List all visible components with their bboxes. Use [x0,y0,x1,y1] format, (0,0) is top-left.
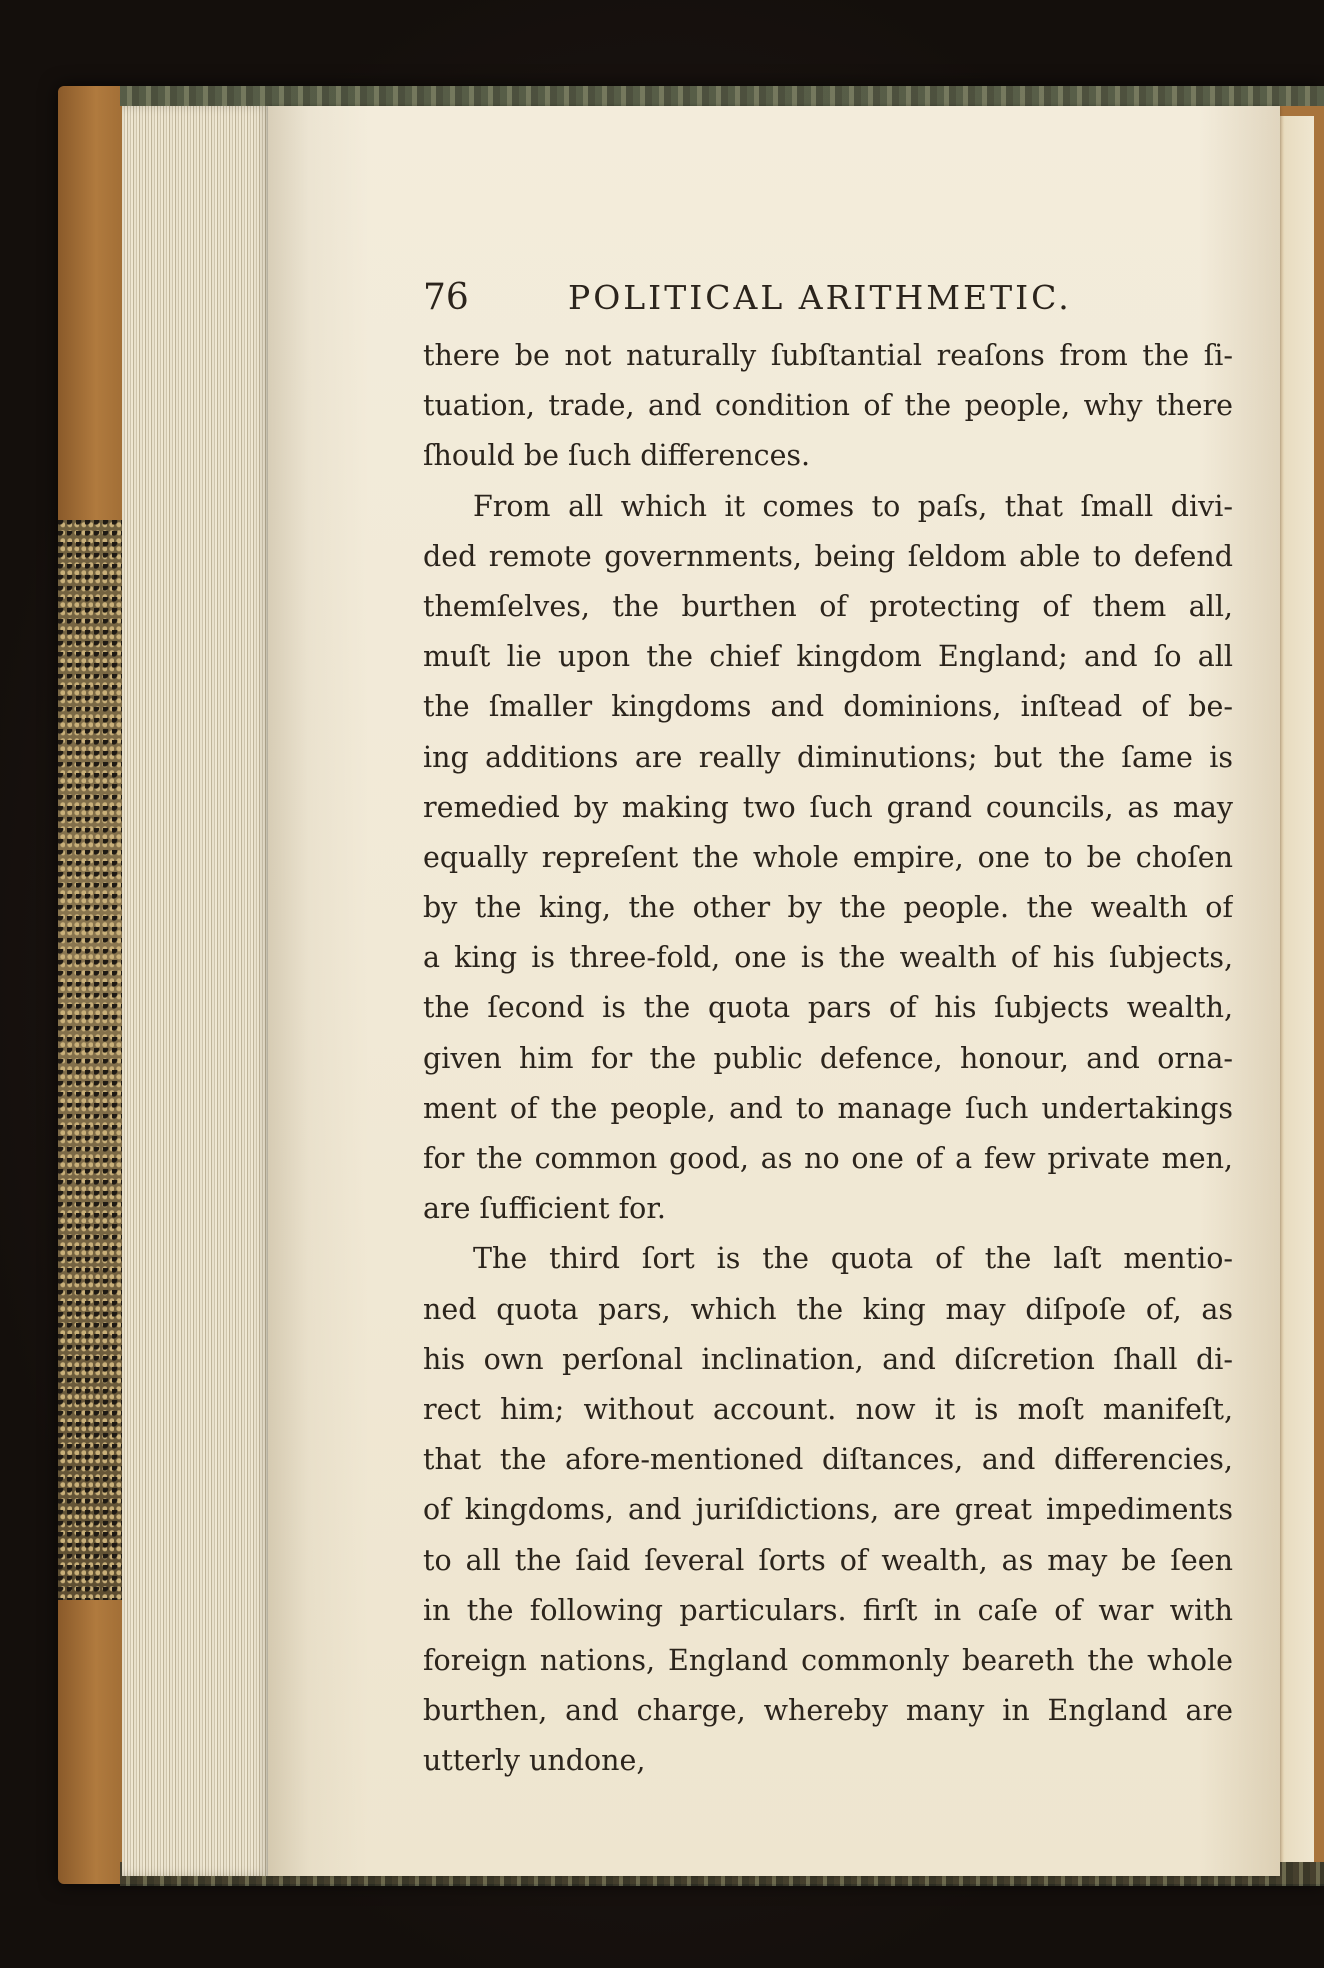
text-line: by the king, the other by the people. the wealth of [423,891,1233,925]
text-line: remedied by making two ſuch grand councils, as may [423,790,1233,824]
text-line: equally repreſent the whole empire, one to be choſen [423,840,1233,874]
running-head [423,276,1203,320]
text-line: ing additions are really diminutions; but the ſame is [423,740,1233,774]
cover-top-edge [120,86,1324,106]
text-line: ded remote governments, being ſeldom able to defend [423,539,1233,573]
text-line: themſelves, the burthen of protecting of them all, [423,589,1233,623]
text-line: the ſecond is the quota pars of his ſubjects wealth, [423,991,1233,1025]
text-line: to all the ſaid ſeveral ſorts of wealth, as may be ſeen [423,1543,1233,1577]
text-line: in the following particulars. firſt in caſe of war with [423,1593,1233,1627]
text-line: ment of the people, and to manage ſuch undertakings [423,1091,1233,1125]
text-line: of kingdoms, and juriſdictions, are great impediments [423,1493,1233,1527]
text-line: tuation, trade, and condition of the people, why there [423,389,1233,423]
text-line: From all which it comes to paſs, that ſmall divi- [473,489,1233,523]
page-number: 76 [423,277,469,318]
text-line: a king is three-fold, one is the wealth of his ſubjects, [423,941,1233,975]
page-block-edges [122,106,270,1876]
text-line: there be not naturally ſubſtantial reaſons from the ſi- [423,339,1233,372]
text-line: ned quota pars, which the king may diſpoſe of, as [423,1292,1233,1326]
text-line: burthen, and charge, whereby many in England are [423,1694,1233,1728]
text-line: the ſmaller kingdoms and dominions, inſtead of be- [423,690,1233,724]
text-line: that the afore-mentioned diſtances, and differencies, [423,1443,1233,1477]
text-line: given him for the public defence, honour, and orna- [423,1041,1233,1075]
text-line: ſhould be ſuch differences. [423,439,811,473]
text-line: his own perſonal inclination, and diſcretion ſhall di- [423,1342,1233,1376]
text-line: muſt lie upon the chief kingdom England; and ſo all [423,640,1233,674]
book-page [268,106,1280,1876]
text-line: rect him; without account. now it is moſt manifeſt, [423,1392,1233,1426]
text-line: The third ſort is the quota of the laſt mentio- [473,1242,1233,1276]
text-line: for the common good, as no one of a few private men, [423,1142,1233,1175]
text-line: utterly undone, [423,1744,646,1778]
text-line: foreign nations, England commonly beareth the whole [423,1643,1233,1677]
text-line: are ſufficient for. [423,1192,666,1226]
page-body-text [423,331,1233,1786]
running-head-title: POLITICAL ARITHMETIC. [568,278,1072,317]
